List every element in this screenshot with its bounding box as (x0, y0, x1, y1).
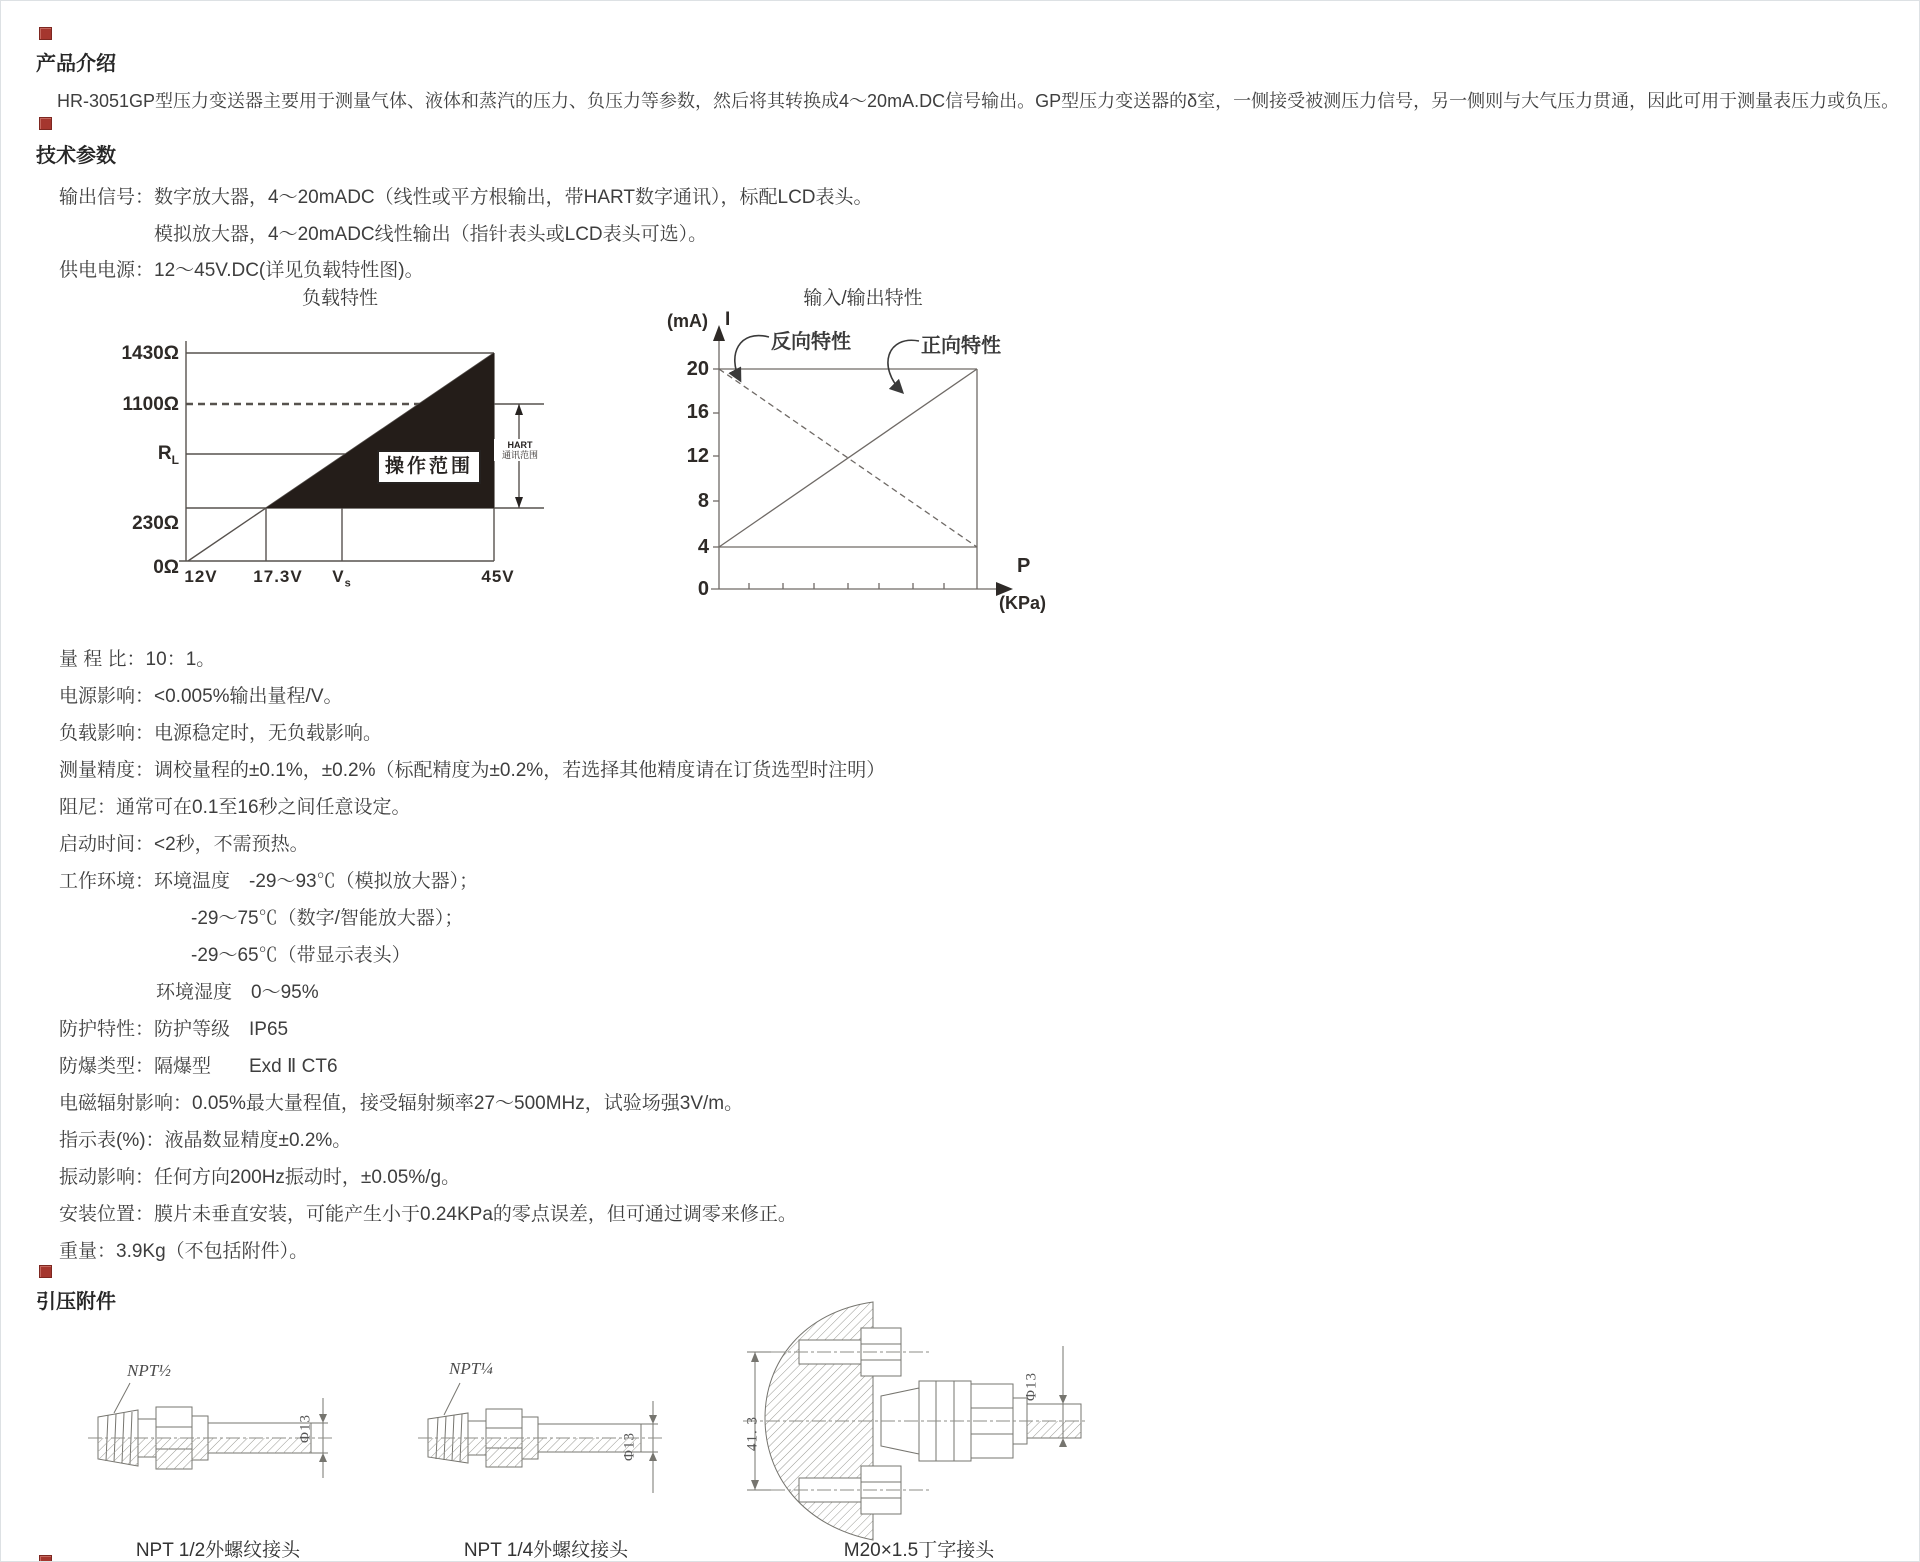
hart-range-annotation: HART 通讯范围 (494, 439, 546, 461)
spec-line: 环境湿度 0～95% (156, 982, 319, 1003)
io-ytick-8: 8 (697, 490, 709, 512)
diameter-dimension: Φ13 (1023, 1372, 1040, 1401)
spec-line: 防爆类型：隔爆型 Exd Ⅱ CT6 (59, 1056, 338, 1077)
diameter-dimension: Φ13 (297, 1414, 314, 1443)
io-ytick-16: 16 (686, 401, 709, 423)
spec-line: -29～75℃（数字/智能放大器）； (191, 908, 464, 929)
load-ytick-1430: 1430Ω (121, 343, 179, 364)
spec-output-signal-2: 模拟放大器，4～20mADC线性输出（指针表头或LCD表头可选）。 (154, 224, 708, 245)
operating-range-label: 操作范围 (377, 450, 481, 484)
fitting-drawing-m20-tee (741, 1296, 1091, 1546)
load-xtick-12v: 12V (184, 567, 218, 586)
section-heading-product-intro: 产品介绍 (36, 53, 116, 75)
load-xtick-vs: $V_s$ (332, 567, 352, 590)
spec-output-signal: 输出信号：数字放大器，4～20mADC（线性或平方根输出，带HART数字通讯），标配LCD表头。 (59, 187, 873, 208)
spec-line: 防护特性：防护等级 IP65 (59, 1019, 289, 1040)
spec-line: 电磁辐射影响：0.05%最大量程值，接受辐射频率27～500MHz，试验场强3V/m。 (59, 1093, 744, 1114)
io-ytick-12: 12 (686, 445, 709, 467)
broken-image-icon (39, 27, 52, 40)
section-heading-accessories: 引压附件 (36, 1291, 116, 1313)
forward-curve (719, 369, 977, 547)
spec-line: -29～65℃（带显示表头） (191, 945, 411, 966)
broken-image-icon (39, 117, 52, 130)
height-dimension: 41. 3 (744, 1416, 761, 1451)
load-ytick-230: 230Ω (132, 513, 179, 534)
load-ytick-1100: 1100Ω (122, 394, 179, 415)
spec-line: 安装位置：膜片未垂直安装，可能产生小于0.24KPa的零点误差，但可通过调零来修正。 (59, 1204, 797, 1225)
spec-line: 工作环境：环境温度 -29～93℃（模拟放大器）； (59, 871, 479, 892)
reverse-curve-label: 反向特性 (771, 331, 851, 353)
io-ytick-4: 4 (697, 536, 709, 558)
io-x-var: P (1017, 555, 1031, 577)
fitting-caption: NPT 1/2外螺纹接头 (135, 1540, 301, 1561)
io-y-var: I (725, 309, 731, 330)
load-ytick-rl: $R_L$ (157, 443, 179, 467)
diameter-dimension: Φ13 (621, 1432, 638, 1461)
fitting-caption: M20×1.5丁字接头 (843, 1540, 995, 1561)
fitting-caption: NPT 1/4外螺纹接头 (463, 1540, 629, 1561)
load-xtick-45v: 45V (481, 567, 515, 586)
io-ytick-0: 0 (697, 578, 709, 600)
spec-line: 负载影响：电源稳定时，无负载影响。 (59, 723, 383, 744)
forward-label-arrow (888, 340, 919, 392)
spec-line: 电源影响：<0.005%输出量程/V。 (59, 686, 343, 707)
spec-line: 振动影响：任何方向200Hz振动时，±0.05%/g。 (59, 1167, 461, 1188)
spec-line: 量 程 比：10：1。 (59, 649, 216, 670)
spec-power-supply: 供电电源：12～45V.DC(详见负载特性图)。 (59, 260, 424, 281)
io-characteristic-chart (691, 321, 1041, 606)
product-intro-paragraph: HR-3051GP型压力变送器主要用于测量气体、液体和蒸汽的压力、负压力等参数，然后将其转换成4～20mA.DC信号输出。GP型压力变送器的δ室，一侧接受被测压力信号，另一侧则与大气压力贯通，因此可用于测量表压力或负压。 (57, 91, 1900, 111)
io-y-unit: (mA) (667, 311, 708, 331)
broken-image-icon (39, 1555, 52, 1562)
forward-curve-label: 正向特性 (921, 335, 1001, 357)
io-x-unit: (KPa) (999, 593, 1047, 613)
spec-line: 启动时间：<2秒，不需预热。 (59, 834, 309, 855)
spec-line: 测量精度：调校量程的±0.1%，±0.2%（标配精度为±0.2%，若选择其他精度请在订货选型时注明） (59, 760, 886, 781)
io-chart-title: 输入/输出特性 (803, 288, 923, 309)
thread-size-label: NPT½ (127, 1361, 171, 1380)
io-ytick-20: 20 (686, 358, 709, 380)
spec-line: 阻尼：通常可在0.1至16秒之间任意设定。 (59, 797, 411, 818)
thread-size-label: NPT¼ (449, 1359, 493, 1378)
reverse-label-arrow (735, 336, 769, 380)
load-ytick-0: 0Ω (153, 557, 179, 578)
section-heading-tech-params: 技术参数 (36, 145, 116, 167)
load-chart-title: 负载特性 (301, 288, 378, 309)
broken-image-icon (39, 1265, 52, 1278)
load-xtick-17v: 17.3V (253, 567, 303, 586)
spec-line: 重量：3.9Kg（不包括附件）。 (59, 1241, 309, 1262)
spec-line: 指示表(%)：液晶数显精度±0.2%。 (59, 1130, 352, 1151)
